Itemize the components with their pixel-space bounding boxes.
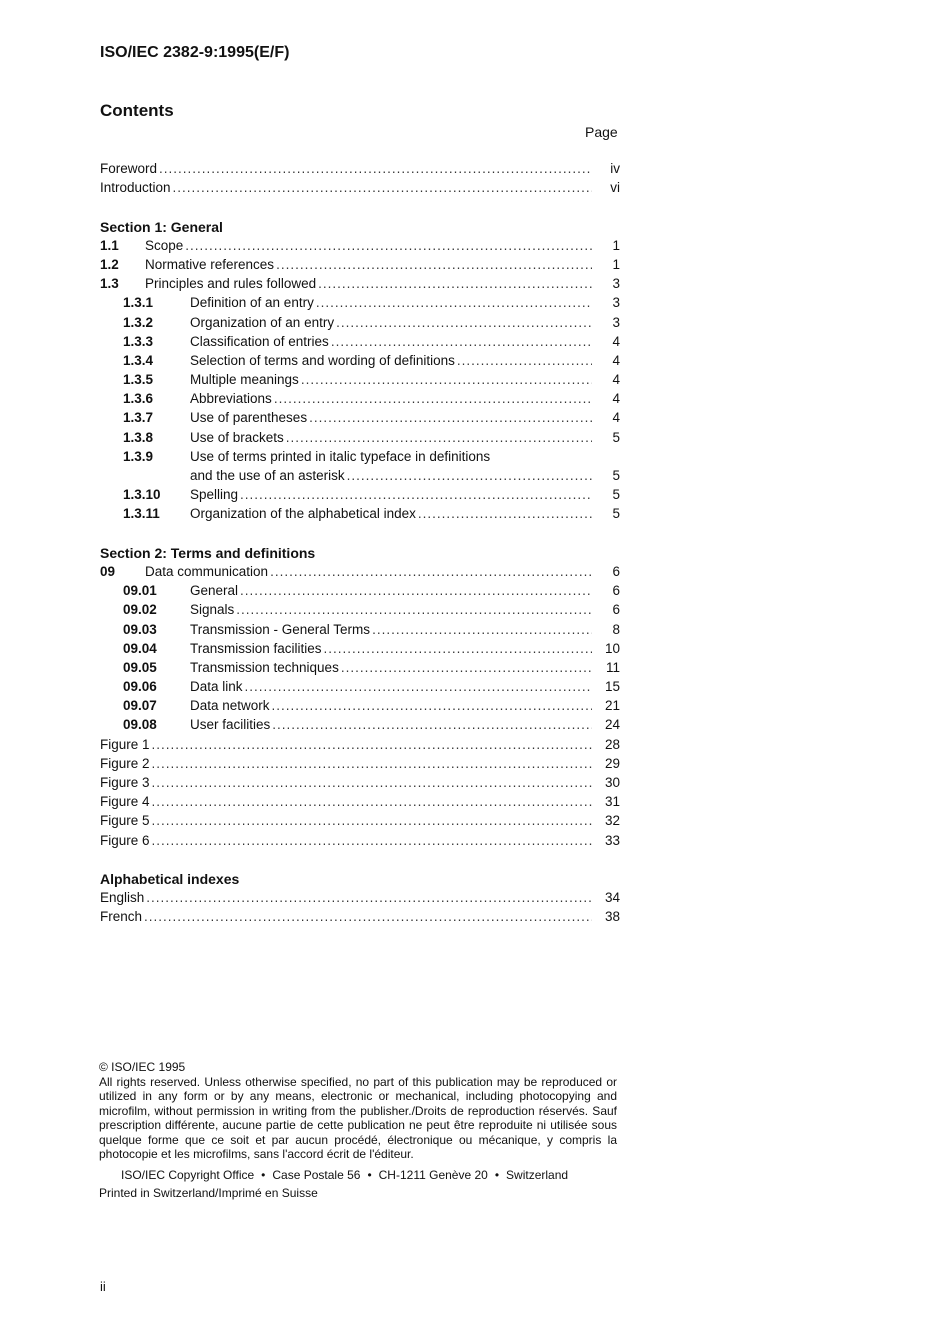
- toc-entry-number: 09.04: [123, 640, 157, 656]
- toc-entry-page: 5: [612, 468, 620, 483]
- toc-entry-figure[interactable]: [100, 775, 620, 794]
- toc-entry-page: 21: [604, 698, 620, 714]
- toc-entry-figure[interactable]: [100, 756, 620, 775]
- toc-entry-page: 4: [612, 410, 620, 426]
- toc-entry-page: 28: [604, 736, 620, 752]
- toc-entry-title: Figure 5: [100, 813, 150, 829]
- toc-entry-title: Abbreviations: [190, 391, 272, 407]
- toc-subentry[interactable]: [100, 583, 620, 602]
- toc-entry-page: iv: [610, 161, 620, 176]
- toc-entry-figure[interactable]: [100, 813, 620, 832]
- toc-entry[interactable]: [100, 564, 620, 583]
- toc-leader-dots: [146, 890, 592, 905]
- toc-leader-dots: [316, 295, 592, 310]
- toc-entry-page: 4: [612, 372, 620, 388]
- toc-entry-page: 31: [604, 794, 620, 810]
- table-of-contents: [100, 161, 620, 929]
- toc-entry-foreword[interactable]: [100, 161, 620, 180]
- toc-entry-number: 1.3.1: [123, 295, 154, 311]
- section-2-heading: Section 2: Terms and definitions: [100, 544, 316, 561]
- toc-leader-dots: [272, 698, 592, 713]
- copyright-line: © ISO/IEC 1995: [99, 1060, 186, 1074]
- toc-entry-number: 1.3.11: [123, 506, 160, 522]
- toc-entry-index[interactable]: [100, 890, 620, 909]
- toc-subentry[interactable]: [100, 506, 620, 525]
- toc-leader-dots: [152, 813, 592, 828]
- toc-entry-title: Definition of an entry: [190, 295, 314, 311]
- toc-entry-title: Data communication: [145, 563, 269, 579]
- toc-entry-title: Use of brackets: [190, 429, 284, 445]
- toc-entry-title: Organization of the alphabetical index: [190, 506, 416, 522]
- toc-subentry[interactable]: [100, 449, 620, 468]
- toc-entry-title: Figure 2: [100, 755, 150, 771]
- office-postal: Case Postale 56: [272, 1167, 361, 1182]
- toc-entry-number: 1.3.5: [123, 372, 154, 388]
- toc-entry-page: 15: [604, 679, 620, 695]
- toc-entry-title: User facilities: [190, 717, 271, 733]
- toc-leader-dots: [336, 315, 592, 330]
- toc-entry-number: 1.3.8: [123, 429, 154, 445]
- toc-entry-page: 4: [612, 352, 620, 368]
- toc-entry-title: Transmission facilities: [190, 640, 322, 656]
- toc-leader-dots: [324, 641, 592, 656]
- toc-leader-dots: [236, 602, 592, 617]
- toc-subentry[interactable]: [100, 641, 620, 660]
- toc-entry[interactable]: [100, 257, 620, 276]
- toc-entry-number: 1.3: [100, 276, 119, 292]
- toc-leader-dots: [245, 679, 592, 694]
- office-country: Switzerland: [506, 1167, 569, 1182]
- toc-entry-title: Spelling: [190, 487, 239, 503]
- toc-leader-dots: [318, 276, 592, 291]
- bullet-separator: •: [494, 1167, 500, 1182]
- bullet-separator: •: [261, 1167, 266, 1182]
- indexes-heading: Alphabetical indexes: [100, 870, 240, 887]
- toc-leader-dots: [457, 353, 592, 368]
- toc-subentry[interactable]: [100, 602, 620, 621]
- toc-leader-dots: [270, 564, 592, 579]
- toc-entry-page: 24: [604, 717, 620, 733]
- toc-leader-dots: [341, 660, 592, 675]
- toc-entry-title: General: [190, 583, 239, 599]
- toc-entry-number: 09.01: [123, 583, 157, 599]
- toc-leader-dots: [185, 238, 592, 253]
- toc-entry-page: 1: [612, 256, 620, 272]
- toc-entry-page: 32: [604, 813, 620, 829]
- copyright-office-address: [99, 1168, 617, 1183]
- toc-entry-title: Data link: [190, 679, 243, 695]
- copyright-body: All rights reserved. Unless otherwise specified, no part of this publication may be reproduced or utilized in any form or by any means, electronic or mechanical, including photocopying and microfilm, without permission in writing from the publisher./Droits de reproduction réservés. Sauf prescription différente, aucune partie de cette publication ne peut être reproduite ni utilisée sous quelque forme que ce soit et par aucun procédé, électronique ou mécanique, y compris la photocopie et les microfilms, sans l'accord écrit de l'éditeur.: [99, 1074, 617, 1161]
- toc-entry-page: 3: [612, 276, 620, 292]
- toc-entry-title: Use of parentheses: [190, 410, 308, 426]
- toc-subentry[interactable]: [100, 391, 620, 410]
- toc-entry-title: Figure 3: [100, 775, 150, 790]
- toc-subentry[interactable]: [100, 334, 620, 353]
- toc-entry-figure[interactable]: [100, 794, 620, 813]
- toc-subentry[interactable]: [100, 430, 620, 449]
- toc-leader-dots: [152, 775, 592, 790]
- toc-subentry[interactable]: [100, 295, 620, 314]
- toc-leader-dots: [159, 161, 592, 176]
- bullet-separator: •: [367, 1167, 372, 1182]
- toc-entry-page: 29: [604, 755, 620, 771]
- toc-entry-number: 09.06: [123, 679, 157, 695]
- toc-entry-title: Signals: [190, 602, 235, 618]
- contents-title: Contents: [100, 101, 174, 120]
- toc-subentry[interactable]: [100, 679, 620, 698]
- toc-leader-dots: [331, 334, 592, 349]
- toc-entry-title: and the use of an asterisk: [190, 468, 345, 483]
- toc-entry-title: Figure 4: [100, 794, 150, 810]
- toc-entry-number: 09: [100, 563, 116, 579]
- toc-leader-dots: [286, 430, 592, 445]
- toc-entry-number: 09.03: [123, 621, 157, 637]
- printed-in: Printed in Switzerland/Imprimé en Suisse: [99, 1186, 318, 1200]
- toc-entry-title: Scope: [145, 237, 184, 253]
- toc-leader-dots: [152, 756, 592, 771]
- toc-entry-page: 5: [612, 429, 620, 445]
- toc-entry-page: 6: [612, 602, 620, 618]
- toc-entry-number: 1.3.4: [123, 352, 154, 368]
- toc-subentry[interactable]: [100, 717, 620, 736]
- section-1-heading: Section 1: General: [100, 218, 223, 235]
- toc-leader-dots: [309, 410, 592, 425]
- office-name: ISO/IEC Copyright Office: [121, 1167, 255, 1182]
- toc-entry-number: 09.05: [123, 659, 157, 675]
- toc-leader-dots: [301, 372, 592, 387]
- toc-entry-page: 34: [604, 890, 620, 906]
- toc-entry-page: 8: [612, 621, 620, 637]
- toc-entry-page: 30: [604, 775, 620, 790]
- copyright-notice: [99, 1060, 617, 1201]
- toc-entry-title: Figure 1: [100, 736, 150, 752]
- toc-entry-title: Introduction: [100, 180, 171, 196]
- document-header: ISO/IEC 2382-9:1995(E/F): [100, 44, 290, 61]
- toc-leader-dots: [272, 717, 592, 732]
- toc-entry-page: 3: [612, 314, 620, 330]
- toc-entry-figure[interactable]: [100, 833, 620, 852]
- toc-entry-number: 09.07: [123, 698, 157, 714]
- toc-entry-figure[interactable]: [100, 737, 620, 756]
- toc-entry-page: 4: [612, 391, 620, 407]
- toc-entry-title: Use of terms printed in italic typeface in definitions: [190, 448, 491, 464]
- toc-leader-dots: [152, 794, 592, 809]
- toc-entry-page: 38: [604, 909, 620, 925]
- toc-subentry[interactable]: [100, 622, 620, 641]
- page-column-label: Page: [585, 124, 618, 140]
- toc-entry-number: 09.08: [123, 717, 157, 733]
- toc-entry-title: Classification of entries: [190, 333, 329, 349]
- toc-entry-page: 5: [612, 487, 620, 503]
- toc-leader-dots: [276, 257, 592, 272]
- toc-leader-dots: [372, 622, 592, 637]
- toc-entry-number: 1.3.2: [123, 314, 154, 330]
- toc-leader-dots: [347, 468, 592, 483]
- toc-subentry[interactable]: [100, 353, 620, 372]
- toc-entry-index[interactable]: [100, 909, 620, 928]
- toc-entry-number: 09.02: [123, 602, 157, 618]
- toc-entry-title: Organization of an entry: [190, 314, 335, 330]
- toc-entry-title: French: [100, 909, 143, 925]
- toc-entry-page: 10: [604, 640, 620, 656]
- toc-leader-dots: [240, 583, 592, 598]
- toc-leader-dots: [173, 180, 592, 195]
- toc-entry-page: 4: [612, 333, 620, 349]
- toc-entry[interactable]: [100, 238, 620, 257]
- toc-leader-dots: [152, 737, 592, 752]
- toc-entry-title: Figure 6: [100, 832, 150, 848]
- toc-entry-title: Selection of terms and wording of definitions: [190, 352, 455, 368]
- toc-entry-title: Data network: [190, 698, 270, 714]
- toc-entry-page: 6: [612, 563, 620, 579]
- toc-entry-page: 3: [612, 295, 620, 311]
- toc-leader-dots: [274, 391, 592, 406]
- toc-entry-number: 1.3.9: [123, 448, 154, 464]
- toc-subentry[interactable]: [100, 487, 620, 506]
- toc-entry-title: Foreword: [100, 161, 158, 176]
- toc-entry-page: vi: [610, 180, 620, 196]
- toc-subentry-continuation[interactable]: [100, 468, 620, 487]
- toc-entry-number: 1.3.6: [123, 391, 154, 407]
- toc-entry-number: 1.2: [100, 256, 119, 272]
- toc-entry-page: 11: [605, 659, 620, 675]
- toc-entry-page: 33: [604, 832, 620, 848]
- toc-entry-title: Transmission techniques: [190, 659, 339, 675]
- toc-entry-title: Normative references: [145, 256, 275, 272]
- toc-entry-page: 6: [612, 583, 620, 599]
- toc-entry-number: 1.3.10: [123, 487, 161, 503]
- office-city: CH-1211 Genève 20: [378, 1167, 488, 1182]
- toc-entry-introduction[interactable]: [100, 180, 620, 199]
- toc-leader-dots: [418, 506, 592, 521]
- toc-leader-dots: [152, 833, 592, 848]
- toc-entry-title: Transmission - General Terms: [190, 621, 371, 637]
- toc-entry-title: Multiple meanings: [190, 372, 299, 388]
- toc-leader-dots: [240, 487, 592, 502]
- toc-leader-dots: [144, 909, 592, 924]
- toc-entry-title: English: [100, 890, 145, 906]
- toc-entry-page: 5: [612, 506, 620, 522]
- toc-entry-number: 1.3.7: [123, 410, 154, 426]
- toc-subentry[interactable]: [100, 372, 620, 391]
- toc-entry-number: 1.3.3: [123, 333, 154, 349]
- toc-subentry[interactable]: [100, 660, 620, 679]
- toc-entry-number: 1.1: [100, 237, 119, 253]
- toc-subentry[interactable]: [100, 315, 620, 334]
- toc-entry[interactable]: [100, 276, 620, 295]
- toc-entry-page: 1: [612, 237, 620, 253]
- page-number: ii: [100, 1279, 106, 1294]
- toc-subentry[interactable]: [100, 698, 620, 717]
- toc-entry-title: Principles and rules followed: [145, 276, 317, 292]
- toc-subentry[interactable]: [100, 410, 620, 429]
